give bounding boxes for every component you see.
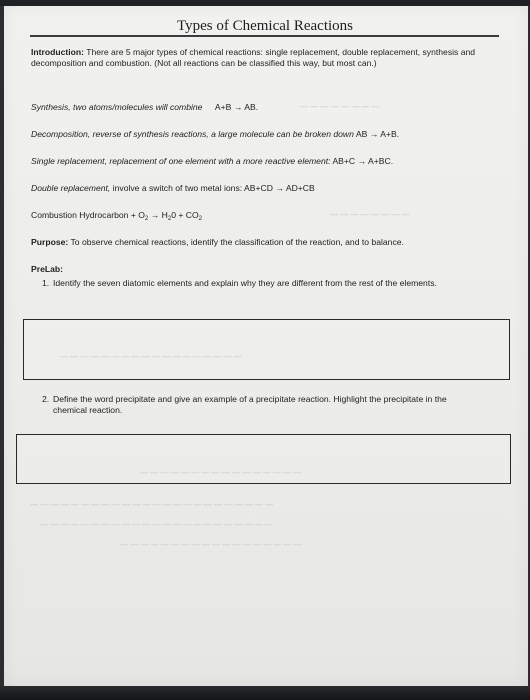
single-replacement-line (31, 156, 511, 167)
introduction-text: There are 5 major types of chemical reactions: single replacement, double replacement, synthesis and decomposition and combustion. (Not all reactions can be classified this way, but most can.) (31, 47, 476, 68)
combustion-mid: 0 + CO (171, 210, 199, 220)
answer-box-1[interactable] (23, 319, 510, 380)
purpose-text: To observe chemical reactions, identify the classification of the reaction, and to balance. (70, 237, 404, 247)
decomposition-line (31, 129, 511, 140)
combustion-line (31, 210, 331, 225)
bleed-through-texture: — — — — — — — — (330, 210, 410, 219)
purpose-line (31, 237, 501, 248)
combustion-arrow: → H (148, 210, 168, 220)
decomposition-equation: AB → A+B. (355, 129, 400, 139)
bleed-through-texture: — — — — — — — — — — — — — — — — — — — — — — — — (30, 500, 274, 509)
double-replacement-text: involve a switch of two metal ions: AB+CD → AD+CB (112, 183, 315, 193)
purpose-label: Purpose: (31, 237, 69, 247)
introduction-paragraph (31, 47, 499, 69)
synthesis-line (31, 102, 501, 113)
synthesis-label: Synthesis, two atoms/molecules will combine (31, 102, 203, 112)
title-underline (30, 35, 499, 37)
introduction-label: Introduction: (31, 47, 84, 57)
double-replacement-label: Double replacement, (31, 183, 111, 193)
prelab-question-2-text: Define the word precipitate and give an example of a precipitate reaction. Highlight the precipitate in the chemical reaction. (53, 394, 447, 415)
bleed-through-texture: — — — — — — — — — — — — — — — — — — (60, 352, 242, 361)
synthesis-equation: A+B → AB. (214, 102, 259, 112)
combustion-sub-h2: 2 (167, 216, 172, 222)
decomposition-label: Decomposition, reverse of synthesis reactions, a large molecule can be broken down (31, 129, 354, 139)
prelab-question-1-text: Identify the seven diatomic elements and explain why they are different from the rest of the elements. (53, 278, 437, 288)
prelab-question-1-number: 1. (42, 278, 50, 288)
bleed-through-texture: — — — — — — — — — — — — — — — — (140, 468, 302, 477)
prelab-question-2-number: 2. (42, 394, 50, 404)
bleed-through-texture: — — — — — — — — (300, 102, 380, 111)
page-top-edge (0, 0, 530, 6)
bleed-through-texture: — — — — — — — — — — — — — — — — — — — — — — — (40, 520, 273, 529)
double-replacement-line (31, 183, 511, 194)
combustion-label: Combustion Hydrocarbon + O (31, 210, 145, 220)
combustion-sub-co2: 2 (198, 216, 202, 222)
single-replacement-equation: AB+C → A+BC. (332, 156, 394, 166)
bleed-through-texture: — — — — — — — — — — — — — — — — — — (120, 540, 302, 549)
page-title: Types of Chemical Reactions (177, 18, 353, 34)
prelab-heading: PreLab: (31, 264, 63, 274)
combustion-sub-o2: 2 (144, 216, 149, 222)
page-bottom-shadow (0, 686, 530, 700)
single-replacement-label: Single replacement, replacement of one element with a more reactive element: (31, 156, 331, 166)
